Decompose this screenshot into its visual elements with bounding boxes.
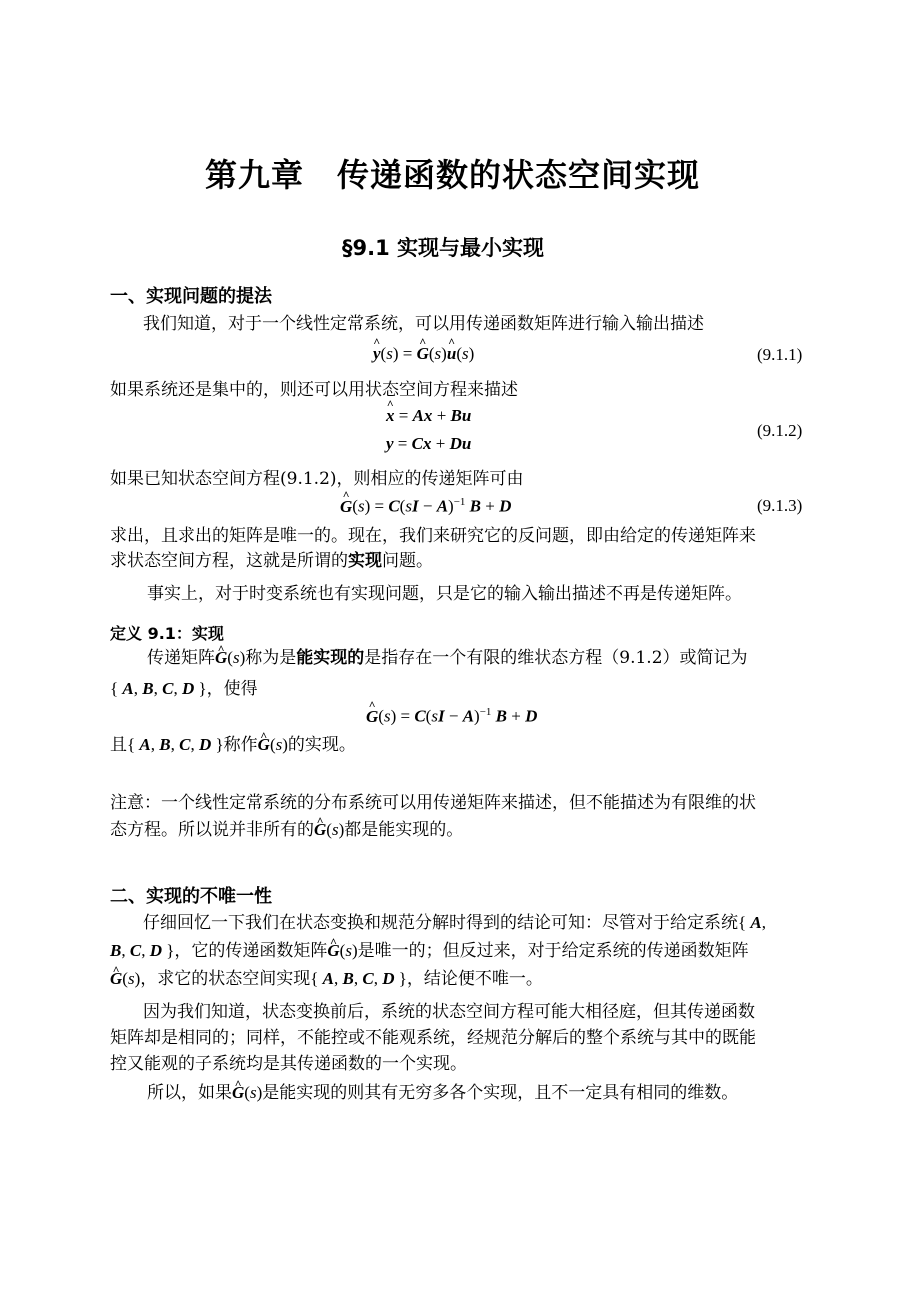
paragraph: 矩阵却是相同的；同样，不能控或不能观系统，经规范分解后的整个系统与其中的既能 (110, 1028, 756, 1048)
paragraph: 仔细回忆一下我们在状态变换和规范分解时得到的结论可知：尽管对于给定系统{ A, (143, 913, 767, 933)
paragraph: 我们知道，对于一个线性定常系统，可以用传递函数矩阵进行输入输出描述 (143, 314, 704, 334)
paragraph: 事实上，对于时变系统也有实现问题，只是它的输入输出描述不再是传递矩阵。 (147, 584, 742, 604)
paragraph: 所以，如果^ G(s)是能实现的则其有无穷多各个实现，且不一定具有相同的维数。 (147, 1083, 738, 1103)
heading-realization-problem: 一、实现问题的提法 (110, 286, 272, 307)
equation-output: y = Cx + Du (386, 434, 472, 453)
paragraph: 求出，且求出的矩阵是唯一的。现在，我们来研究它的反问题，即由给定的传递矩阵来 (110, 526, 756, 546)
equation-9-1-1: ^ y(s) = ^ G(s)^ u(s) (373, 344, 474, 364)
section-title: §9.1 实现与最小实现 (342, 236, 545, 260)
equation-state: ^ x = Ax + Bu (386, 406, 471, 426)
paragraph: B, C, D }，它的传递函数矩阵^ G(s)是唯一的；但反过来，对于给定系统的传递函数矩阵 (110, 941, 749, 961)
equation-number: (9.1.2) (757, 421, 803, 440)
equation-number: (9.1.3) (757, 496, 803, 515)
note-text: 态方程。所以说并非所有的^ G(s)都是能实现的。 (110, 820, 463, 840)
bold-term: 实现 (348, 551, 382, 571)
paragraph: 求状态空间方程，这就是所谓的实现问题。 (110, 551, 433, 571)
paragraph: 如果已知状态空间方程(9.1.2)，则相应的传递矩阵可由 (110, 469, 524, 489)
definition-text: { A, B, C, D }，使得 (110, 679, 258, 699)
paragraph: ^ G(s)，求它的状态空间实现{ A, B, C, D }，结论便不唯一。 (110, 969, 543, 989)
chapter-title: 第九章 传递函数的状态空间实现 (205, 156, 701, 194)
note-text: 注意：一个线性定常系统的分布系统可以用传递矩阵来描述，但不能描述为有限维的状 (110, 793, 756, 813)
definition-text: 传递矩阵^ G(s)称为是能实现的是指存在一个有限的维状态方程（9.1.2）或简记为 (147, 648, 748, 668)
definition-text: 且{ A, B, C, D }称作^ G(s)的实现。 (110, 735, 356, 755)
definition-label: 定义 9.1：实现 (110, 624, 224, 643)
equation-9-1-3: ^ G(s) = C(sI − A)$^{-1}$ B + D (340, 496, 511, 517)
paragraph: 如果系统还是集中的，则还可以用状态空间方程来描述 (110, 380, 518, 400)
bold-term: 能实现的 (296, 648, 365, 668)
paragraph: 因为我们知道，状态变换前后，系统的状态空间方程可能大相径庭，但其传递函数 (143, 1002, 755, 1022)
equation-definition: ^ G(s) = C(sI − A)$^{-1}$ B + D (366, 706, 537, 727)
heading-nonuniqueness: 二、实现的不唯一性 (110, 886, 272, 907)
equation-number: (9.1.1) (757, 345, 803, 364)
paragraph: 控又能观的子系统均是其传递函数的一个实现。 (110, 1054, 467, 1074)
